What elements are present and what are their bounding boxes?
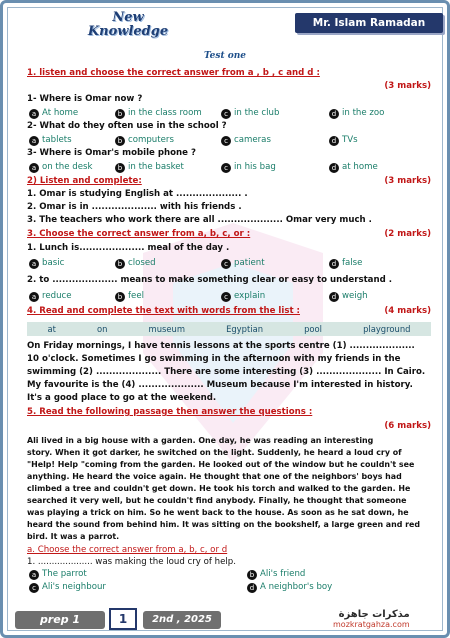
option-c-icon: c <box>221 292 231 302</box>
word-list-item: museum <box>148 324 185 334</box>
s3-q1-option-c[interactable]: c patient <box>221 258 265 269</box>
option-a-icon: a <box>29 163 39 173</box>
s1-q1-option-d[interactable]: d in the zoo <box>329 108 384 119</box>
section3-title: 3. Choose the correct answer from a, b, c, or : <box>27 229 251 239</box>
word-list-item: at <box>47 324 56 334</box>
section5-marks: (6 marks) <box>384 421 431 431</box>
s3-q2-option-d[interactable]: d weigh <box>329 291 368 302</box>
s4-text-line-5: It's a good place to go at the weekend. <box>27 393 217 403</box>
s3-q1-option-b[interactable]: b closed <box>115 258 156 269</box>
s3-question-2: 2. to .................... means to make something clear or easy to understand . <box>27 275 393 285</box>
brand-logo: New Knowledge <box>87 10 169 39</box>
option-b-icon: b <box>115 136 125 146</box>
word-list-item: on <box>97 324 108 334</box>
option-d-icon: d <box>329 292 339 302</box>
publisher-brand <box>333 609 410 630</box>
section4-title: 4. Read and complete the text with words from the list : <box>27 306 300 316</box>
word-list-item: playground <box>363 324 411 334</box>
passage-line-7: was playing a trick on him. So he went back to the house. As soon as he sat down, he <box>27 508 409 517</box>
option-d-icon: d <box>329 109 339 119</box>
passage-line-3: "Help! Help "coming from the garden. He looked out of the window but he couldn't see <box>27 460 415 469</box>
section1-title: 1. listen and choose the correct answer from a , b , c and d : <box>27 68 320 78</box>
page-number: 1 <box>109 608 137 630</box>
option-a-icon: a <box>29 109 39 119</box>
option-b-icon: b <box>115 292 125 302</box>
option-d-icon: d <box>329 163 339 173</box>
s3-q1-option-d[interactable]: d false <box>329 258 362 269</box>
publisher-name: مذكرات جاهزة <box>338 609 410 620</box>
option-c-icon: c <box>29 583 39 593</box>
s2-line-2: 2. Omar is in .................... with his friends . <box>27 202 242 212</box>
section1-marks: (3 marks) <box>384 81 431 91</box>
s2-line-1: 1. Omar is studying English at .................... . <box>27 189 248 199</box>
s5-q1-option-b[interactable]: b Ali's friend <box>247 569 305 580</box>
passage-line-5: climbed a tree and couldn't get down. He took his torch and walked to the garden. He <box>27 484 411 493</box>
s3-q2-option-b[interactable]: b feel <box>115 291 144 302</box>
teacher-name-banner: Mr. Islam Ramadan <box>295 13 443 33</box>
s5-q1-option-c[interactable]: c Ali's neighbour <box>29 582 106 593</box>
passage-line-6: searched it very well, but he couldn't find anybody. Finally, he thought that someone <box>27 496 407 505</box>
s5-subsection-title: a. Choose the correct answer from a, b, c, or d <box>27 545 228 555</box>
s2-line-3: 3. The teachers who work there are all .................... Omar very much . <box>27 215 372 225</box>
test-title: Test one <box>203 51 247 61</box>
s5-q1-option-d[interactable]: d A neighbor's boy <box>247 582 332 593</box>
option-b-icon: b <box>115 109 125 119</box>
s1-q2-option-a[interactable]: a tablets <box>29 135 72 146</box>
s1-q2-option-d[interactable]: d TVs <box>329 135 358 146</box>
s1-q2-option-b[interactable]: b computers <box>115 135 174 146</box>
word-list-item: pool <box>304 324 322 334</box>
s1-q3-option-d[interactable]: d at home <box>329 162 378 173</box>
grade-level-badge: prep 1 <box>15 611 105 629</box>
s1-question-2: 2- What do they often use in the school ? <box>27 121 227 131</box>
option-c-icon: c <box>221 259 231 269</box>
section3-marks: (2 marks) <box>384 229 431 239</box>
option-c-icon: c <box>221 136 231 146</box>
s3-q1-option-a[interactable]: a basic <box>29 258 64 269</box>
s1-q1-option-c[interactable]: c in the club <box>221 108 279 119</box>
s3-q2-option-c[interactable]: c explain <box>221 291 265 302</box>
term-year-badge: 2nd , 2025 <box>143 611 221 629</box>
s4-text-line-3: swimming (2) .................... There are some interesting (3) .................... In Cairo. <box>27 367 426 377</box>
s1-q2-option-c[interactable]: c cameras <box>221 135 271 146</box>
passage-line-2: story. When it got darker, he switched on the light. Suddenly, he heard a loud cry of <box>27 448 402 457</box>
word-list-bar <box>27 322 431 336</box>
s1-question-1: 1- Where is Omar now ? <box>27 94 143 104</box>
section2-marks: (3 marks) <box>384 176 431 186</box>
s1-q1-option-a[interactable]: a At home <box>29 108 78 119</box>
option-a-icon: a <box>29 570 39 580</box>
s4-text-line-4: My favourite is the (4) .................... Museum because I'm interested in history. <box>27 380 413 390</box>
option-b-icon: b <box>247 570 257 580</box>
word-list-item: Egyptian <box>226 324 264 334</box>
s3-question-1: 1. Lunch is.................... meal of the day . <box>27 243 230 253</box>
section5-title: 5. Read the following passage then answer the questions : <box>27 407 313 417</box>
option-b-icon: b <box>115 259 125 269</box>
option-d-icon: d <box>329 136 339 146</box>
publisher-url[interactable]: mozkratgahza.com <box>333 620 410 629</box>
s1-q3-option-b[interactable]: b in the basket <box>115 162 184 173</box>
passage-line-8: heard the sound from behind him. It was sitting on the bookshelf, a large green and red <box>27 520 421 529</box>
s1-q1-option-b[interactable]: b in the class room <box>115 108 202 119</box>
option-b-icon: b <box>115 163 125 173</box>
s3-q2-option-a[interactable]: a reduce <box>29 291 72 302</box>
s1-q3-option-c[interactable]: c in his bag <box>221 162 276 173</box>
option-a-icon: a <box>29 136 39 146</box>
passage-line-4: anything. He heard the voice again. He thought that one of the neighbors' boys had <box>27 472 402 481</box>
s1-q3-option-a[interactable]: a on the desk <box>29 162 92 173</box>
s1-question-3: 3- Where is Omar's mobile phone ? <box>27 148 196 158</box>
s5-question-1: 1. .................... was making the loud cry of help. <box>27 557 236 567</box>
section4-marks: (4 marks) <box>384 306 431 316</box>
s4-text-line-2: 10 o'clock. Sometimes I go swimming in the afternoon with my friends in the <box>27 354 401 364</box>
option-c-icon: c <box>221 109 231 119</box>
option-d-icon: d <box>247 583 257 593</box>
passage-line-9: bird. It was a parrot. <box>27 532 120 541</box>
option-c-icon: c <box>221 163 231 173</box>
option-a-icon: a <box>29 259 39 269</box>
s5-q1-option-a[interactable]: a The parrot <box>29 569 87 580</box>
s4-text-line-1: On Friday mornings, I have tennis lessons at the sports centre (1) .................... <box>27 341 415 351</box>
section2-title: 2) Listen and complete: <box>27 176 142 186</box>
option-d-icon: d <box>329 259 339 269</box>
passage-line-1: Ali lived in a big house with a garden. One day, he was reading an interesting <box>27 436 374 445</box>
option-a-icon: a <box>29 292 39 302</box>
